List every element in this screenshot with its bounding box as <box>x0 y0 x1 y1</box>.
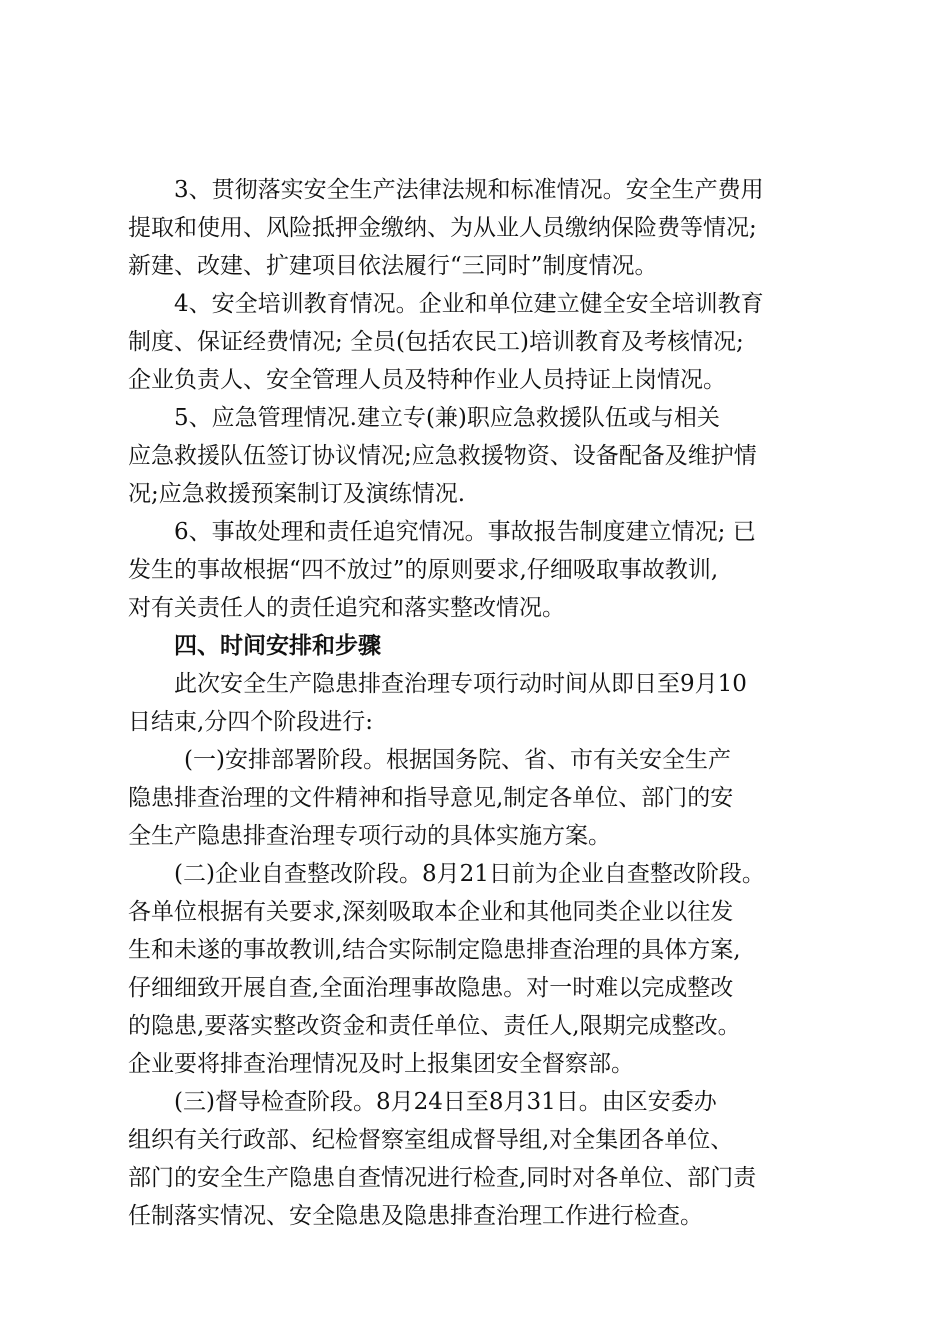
paragraph-line: 3、贯彻落实安全生产法律法规和标准情况。安全生产费用 <box>174 177 764 203</box>
document-page <box>128 171 840 1235</box>
paragraph-line: (二)企业自查整改阶段。8月21日前为企业自查整改阶段。 <box>174 861 765 887</box>
paragraph-line: 企业负责人、安全管理人员及特种作业人员持证上岗情况。 <box>128 367 726 393</box>
paragraph-line: (三)督导检查阶段。8月24日至8月31日。由区安委办 <box>174 1089 717 1115</box>
paragraph-line: 各单位根据有关要求,深刻吸取本企业和其他同类企业以往发 <box>128 899 734 925</box>
paragraph-line: 隐患排查治理的文件精神和指导意见,制定各单位、部门的安 <box>128 785 734 811</box>
paragraph-line: 企业要将排查治理情况及时上报集团安全督察部。 <box>128 1051 634 1077</box>
paragraph-line: 仔细细致开展自查,全面治理事故隐患。对一时难以完成整改 <box>128 975 734 1001</box>
paragraph-item-6 <box>128 513 840 627</box>
paragraph-line: 部门的安全生产隐患自查情况进行检查,同时对各单位、部门责 <box>128 1165 757 1191</box>
paragraph-line: 4、安全培训教育情况。企业和单位建立健全安全培训教育 <box>174 291 764 317</box>
paragraph-item-3 <box>128 171 840 285</box>
paragraph-line: 对有关责任人的责任追究和落实整改情况。 <box>128 595 565 621</box>
paragraph-item-5 <box>128 399 840 513</box>
paragraph-line: 6、事故处理和责任追究情况。事故报告制度建立情况; 已 <box>174 519 756 545</box>
paragraph-line: 任制落实情况、安全隐患及隐患排查治理工作进行检查。 <box>128 1203 703 1229</box>
stage-3-paragraph <box>128 1083 840 1235</box>
paragraph-line: 生和未遂的事故教训,结合实际制定隐患排查治理的具体方案, <box>128 937 741 963</box>
schedule-intro <box>128 665 840 741</box>
paragraph-line: 应急救援队伍签订协议情况;应急救援物资、设备配备及维护情 <box>128 443 757 469</box>
paragraph-line: 况;应急救援预案制订及演练情况. <box>128 481 466 507</box>
paragraph-line: 提取和使用、风险抵押金缴纳、为从业人员缴纳保险费等情况; <box>128 215 757 241</box>
paragraph-line: 组织有关行政部、纪检督察室组成督导组,对全集团各单位、 <box>128 1127 734 1153</box>
paragraph-line: 全生产隐患排查治理专项行动的具体实施方案。 <box>128 823 611 849</box>
paragraph-line: 日结束,分四个阶段进行: <box>128 709 374 735</box>
paragraph-line: (一)安排部署阶段。根据国务院、省、市有关安全生产 <box>184 747 731 773</box>
paragraph-line: 发生的事故根据“四不放过”的原则要求,仔细吸取事故教训, <box>128 557 719 583</box>
paragraph-line: 的隐患,要落实整改资金和责任单位、责任人,限期完成整改。 <box>128 1013 741 1039</box>
section-heading: 四、时间安排和步骤 <box>174 632 381 659</box>
stage-2-paragraph <box>128 855 840 1083</box>
paragraph-line: 此次安全生产隐患排查治理专项行动时间从即日至9月10 <box>174 671 747 697</box>
paragraph-item-4 <box>128 285 840 399</box>
paragraph-line: 5、应急管理情况.建立专(兼)职应急救援队伍或与相关 <box>174 405 720 431</box>
stage-1-paragraph <box>128 741 840 855</box>
paragraph-line: 制度、保证经费情况; 全员(包括农民工)培训教育及考核情况; <box>128 329 744 355</box>
paragraph-line: 新建、改建、扩建项目依法履行“三同时”制度情况。 <box>128 253 658 279</box>
